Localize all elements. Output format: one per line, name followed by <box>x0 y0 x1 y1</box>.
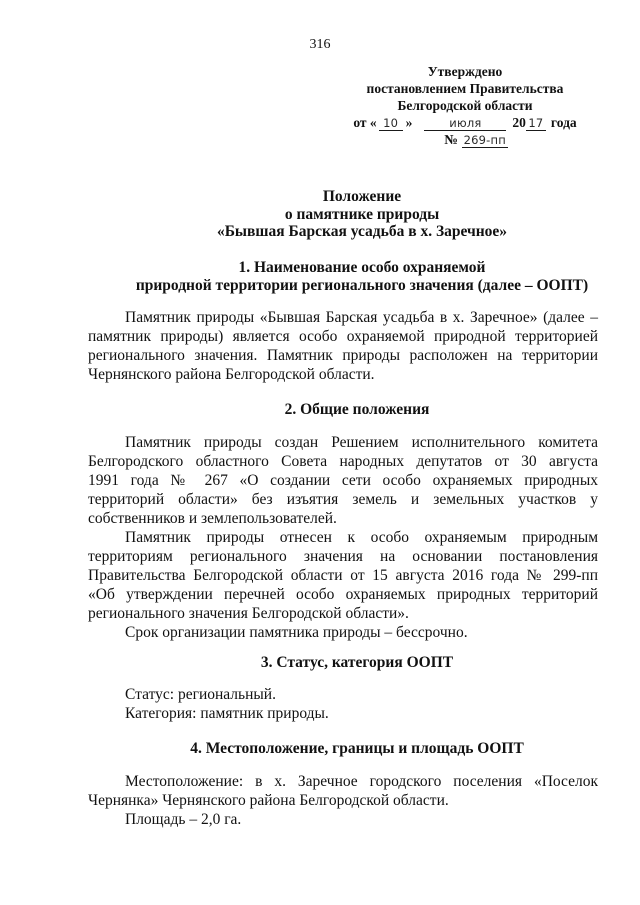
paragraph-line: регионального значения Белгородской области». <box>88 605 409 622</box>
approval-date-day-close: » <box>405 115 413 130</box>
paragraph-line: Памятник природы отнесен к особо охраняемым природным <box>125 529 598 546</box>
approval-authority: постановлением Правительства <box>366 81 564 96</box>
approval-date-line <box>345 114 585 131</box>
paragraph-line: Белгородского областного Совета народных депутатов от 30 августа <box>88 453 598 470</box>
section-body <box>88 433 598 642</box>
paragraph-line: Срок организации памятника природы – бессрочно. <box>125 624 468 641</box>
approval-label: Утверждено <box>427 64 503 79</box>
paragraph-line: памятник природы) является особо охраняемой природной территорией <box>88 328 598 345</box>
approval-block <box>345 63 585 148</box>
section-heading <box>128 259 596 295</box>
section-body <box>88 772 598 829</box>
section-heading-line: 3. Статус, категория ООПТ <box>260 654 454 671</box>
paragraph <box>88 772 598 810</box>
paragraph-line: территориям регионального значения на основании постановления <box>88 548 598 565</box>
document-title-line: Положение <box>322 188 402 205</box>
paragraph-line: территорий области» без изъятия земель и земельных участков у <box>88 491 598 508</box>
section-body <box>88 685 598 723</box>
approval-date-suffix: года <box>550 115 577 130</box>
section-heading <box>116 654 598 672</box>
page-number: 316 <box>309 37 331 52</box>
paragraph-line: 1991 года № 267 «О создании сети особо охраняемых природных <box>88 472 598 489</box>
approval-date-prefix: от « <box>353 115 377 130</box>
paragraph-line: Чернянка» Чернянского района Белгородской области. <box>88 792 449 809</box>
section-heading <box>116 740 598 758</box>
approval-region: Белгородской области <box>397 98 533 113</box>
paragraph-line: Чернянского района Белгородской области. <box>88 366 375 383</box>
paragraph-line: Памятник природы «Бывшая Барская усадьба в х. Заречное» (далее – <box>125 309 598 326</box>
paragraph <box>88 433 598 528</box>
paragraph <box>88 810 598 829</box>
paragraph-line: Статус: региональный. <box>125 686 276 703</box>
paragraph-line: Памятник природы создан Решением исполнительного комитета <box>125 434 598 451</box>
document-title-line: о памятнике природы <box>284 205 440 223</box>
approval-number-value: 269-пп <box>463 133 506 147</box>
section-heading-line: природной территории регионального значения (далее – ООПТ) <box>135 277 589 294</box>
paragraph-line: Категория: памятник природы. <box>125 705 329 722</box>
section-heading-line: 1. Наименование особо охраняемой <box>238 259 486 276</box>
paragraph-line: Местоположение: в х. Заречное городского поселения «Поселок <box>125 773 598 790</box>
paragraph-line: Правительства Белгородской области от 15 августа 2016 года № 299-пп <box>88 567 598 584</box>
document-title-line: «Бывшая Барская усадьба в х. Заречное» <box>216 223 508 240</box>
paragraph-line: регионального значения. Памятник природы расположен на территории <box>88 347 598 364</box>
approval-date-month: июля <box>424 117 506 131</box>
section-heading <box>116 401 598 419</box>
paragraph <box>88 704 598 723</box>
document-title <box>128 188 596 241</box>
paragraph <box>88 685 598 704</box>
paragraph-line: Площадь – 2,0 га. <box>125 811 242 828</box>
approval-number-line <box>345 131 585 148</box>
section-heading-line: 2. Общие положения <box>284 401 430 418</box>
approval-date-day: 10 <box>379 117 403 131</box>
paragraph <box>88 308 598 384</box>
approval-date-year-start: 20 <box>512 115 526 130</box>
paragraph <box>88 623 598 642</box>
paragraph-line: собственников и землепользователей. <box>88 510 337 527</box>
approval-number-prefix: № <box>444 132 458 147</box>
paragraph <box>88 528 598 623</box>
approval-date-year-end: 17 <box>526 117 546 131</box>
paragraph-line: «Об утверждении перечней особо охраняемых природных территорий <box>88 586 598 603</box>
section-heading-line: 4. Местоположение, границы и площадь ООПТ <box>190 740 524 757</box>
section-body <box>88 308 598 384</box>
